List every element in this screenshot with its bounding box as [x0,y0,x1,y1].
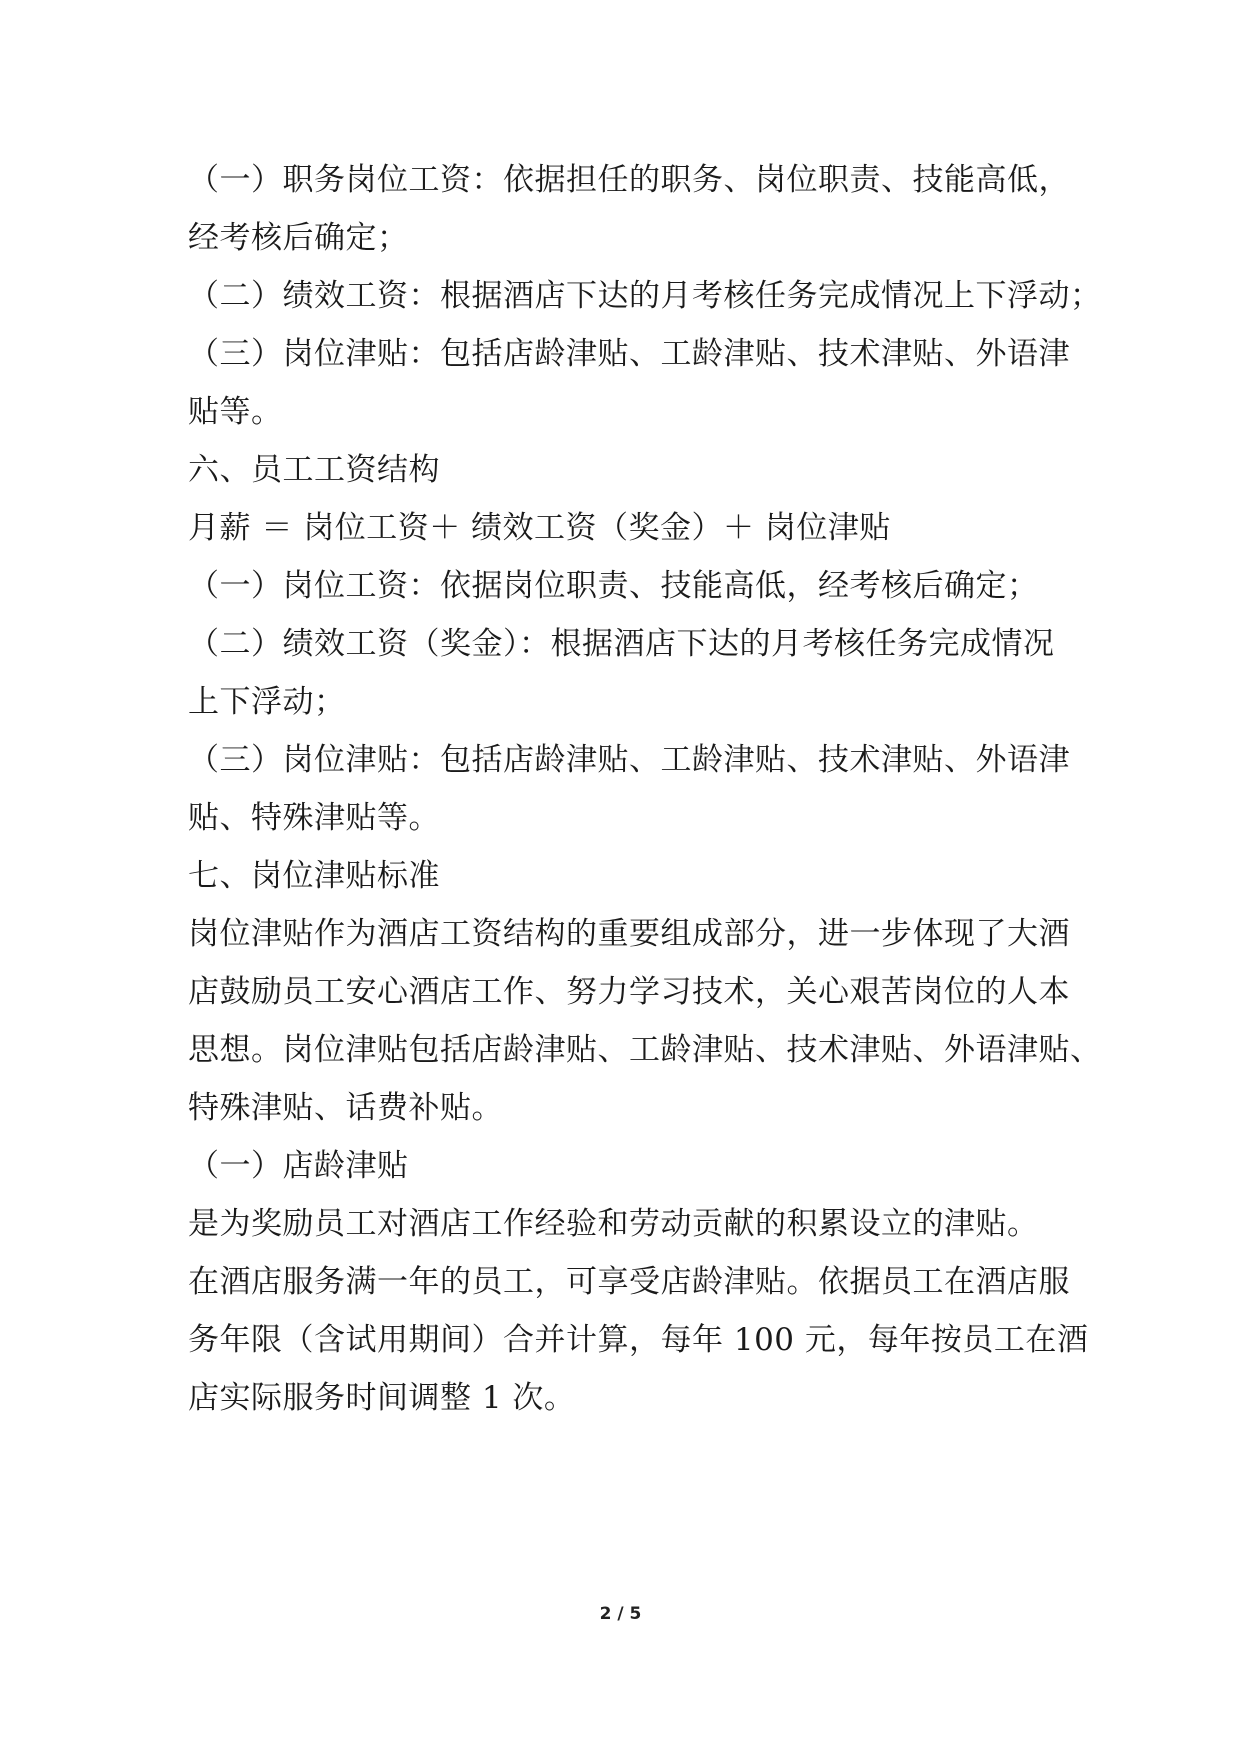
formula-line: 月薪 ＝ 岗位工资＋ 绩效工资（奖金）＋ 岗位津贴 [188,510,891,546]
text-line: 岗位津贴作为酒店工资结构的重要组成部分，进一步体现了大酒 [188,916,1070,952]
page-number: 2 / 5 [599,1604,642,1624]
text-line: 贴等。 [188,394,283,430]
section-heading: 六、员工工资结构 [188,452,440,488]
text-line: （二）绩效工资（奖金）：根据酒店下达的月考核任务完成情况 [188,626,1055,662]
text-line: 上下浮动； [188,684,346,720]
text-line: （三）岗位津贴：包括店龄津贴、工龄津贴、技术津贴、外语津 [188,742,1070,778]
text-line: 店实际服务时间调整 1 次。 [188,1380,576,1416]
subsection-heading: （一）店龄津贴 [188,1148,409,1184]
text-line: 店鼓励员工安心酒店工作、努力学习技术，关心艰苦岗位的人本 [188,974,1070,1010]
text-line: 在酒店服务满一年的员工，可享受店龄津贴。依据员工在酒店服 [188,1264,1070,1300]
text-line: （二）绩效工资：根据酒店下达的月考核任务完成情况上下浮动； [188,278,1102,314]
text-line: 贴、特殊津贴等。 [188,800,440,836]
section-heading: 七、岗位津贴标准 [188,858,440,894]
text-line: （一）岗位工资：依据岗位职责、技能高低，经考核后确定； [188,568,1039,604]
text-line: 经考核后确定； [188,220,409,256]
text-line: 特殊津贴、话费补贴。 [188,1090,503,1126]
text-line: 思想。岗位津贴包括店龄津贴、工龄津贴、技术津贴、外语津贴、 [188,1032,1102,1068]
text-line: （一）职务岗位工资：依据担任的职务、岗位职责、技能高低， [188,162,1070,198]
text-line: （三）岗位津贴：包括店龄津贴、工龄津贴、技术津贴、外语津 [188,336,1070,372]
text-line: 是为奖励员工对酒店工作经验和劳动贡献的积累设立的津贴。 [188,1206,1039,1242]
text-line: 务年限（含试用期间）合并计算，每年 100 元，每年按员工在酒 [188,1322,1089,1358]
